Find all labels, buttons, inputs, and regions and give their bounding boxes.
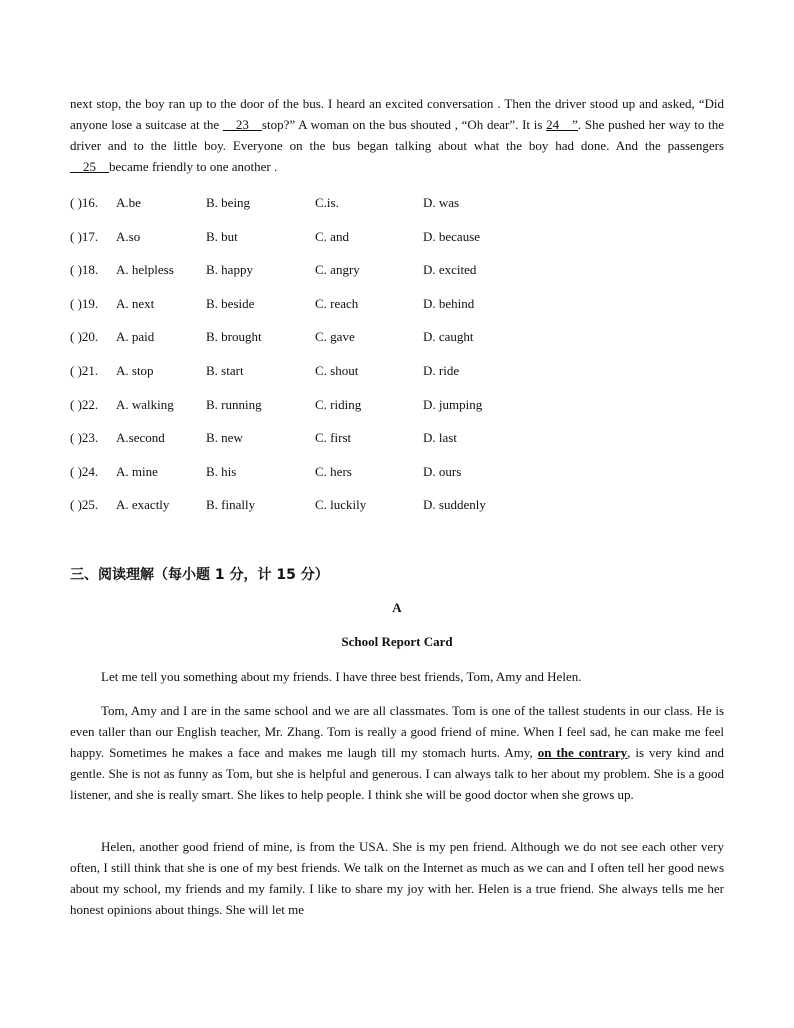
reading-paragraph-2 [70,700,724,805]
option-b: B. his [206,464,237,479]
option-d: D. ours [423,464,462,479]
option-d: D. ride [423,363,460,378]
blank-24: 24__” [546,117,578,132]
option-c: C. reach [315,296,359,311]
option-a: A. mine [116,464,158,479]
question-row [70,397,724,417]
question-row [70,363,724,383]
cloze-text-3: . She pushed her way to the driver and to the little boy. Everyone on the bus began talking about what the boy had done. And the passengers [70,117,724,153]
question-row [70,464,724,484]
option-b: B. running [206,397,262,412]
option-a: A. stop [116,363,154,378]
question-row [70,229,724,249]
passage-letter: A [392,600,402,615]
option-b: B. new [206,430,243,445]
option-d: D. behind [423,296,475,311]
question-number: ( )24. [70,464,99,479]
option-d: D. was [423,195,460,210]
blank-25: __25__ [70,159,109,174]
option-c: C. first [315,430,352,445]
cloze-text-1: next stop, the boy ran up to the door of the bus. I heard an excited conversation . Then the driver stood up and asked, “Did anyone lose a suitcase at the [70,96,724,132]
option-a: A. paid [116,329,155,344]
option-d: D. jumping [423,397,483,412]
option-b: B. but [206,229,238,244]
paragraph-2-text-b: , is very kind and gentle. She is not as funny as Tom, but she is helpful and generous. I can always talk to her about my problem. She is a good listener, and she is really smart. She likes to help people. I think she will be good doctor when she grows up. [70,745,724,802]
option-d: D. last [423,430,457,445]
option-c: C. riding [315,397,362,412]
question-number: ( )25. [70,497,99,512]
option-b: B. brought [206,329,262,344]
passage-title: School Report Card [341,634,453,649]
option-d: D. suddenly [423,497,486,512]
cloze-text-4: became friendly to one another . [109,159,278,174]
option-a: A. exactly [116,497,170,512]
option-c: C. hers [315,464,352,479]
option-c: C. gave [315,329,355,344]
option-a: A.so [116,229,141,244]
option-b: B. finally [206,497,256,512]
blank-23: __23__ [222,117,262,132]
question-row [70,262,724,282]
option-c: C. and [315,229,349,244]
question-number: ( )19. [70,296,99,311]
question-row [70,296,724,316]
option-c: C. angry [315,262,360,277]
option-c: C. luckily [315,497,367,512]
reading-intro: Let me tell you something about my friends. I have three best friends, Tom, Amy and Helen. [101,669,582,684]
option-c: C.is. [315,195,339,210]
paragraph-2-text-a: Tom, Amy and I are in the same school and we are all classmates. Tom is one of the tallest students in our class. He is even taller than our English teacher, Mr. Zhang. Tom is really a good friend of mine. When I feel sad, he can make me feel happy. Sometimes he makes a face and makes me laugh till my stomach hurts. Amy, [70,703,724,760]
option-d: D. because [423,229,481,244]
question-number: ( )18. [70,262,99,277]
option-b: B. beside [206,296,255,311]
option-a: A.second [116,430,165,445]
question-row [70,195,724,215]
question-number: ( )22. [70,397,99,412]
question-number: ( )23. [70,430,99,445]
question-row [70,329,724,349]
option-b: B. happy [206,262,253,277]
underlined-phrase: on the contrary [537,745,628,760]
cloze-text-2: stop?” A woman on the bus shouted , “Oh dear”. It is [261,117,547,132]
cloze-passage [70,93,724,177]
option-d: D. excited [423,262,477,277]
section-heading: 三、阅读理解（每小题 1 分，计 15 分） [70,567,329,583]
option-a: A. helpless [116,262,174,277]
option-b: B. being [206,195,251,210]
option-a: A.be [116,195,141,210]
option-c: C. shout [315,363,359,378]
option-d: D. caught [423,329,474,344]
question-row [70,497,724,517]
reading-paragraph-3: Helen, another good friend of mine, is from the USA. She is my pen friend. Although we do not see each other very often, I still think that she is one of my best friends. We talk on the Internet as much as we can and I often tell her good news about my school, my friends and my family. I like to share my joy with her. Helen is a true friend. She always tells me her honest opinions about things. She will let me [70,839,724,917]
question-row [70,430,724,450]
option-b: B. start [206,363,244,378]
option-a: A. walking [116,397,174,412]
question-number: ( )16. [70,195,99,210]
question-number: ( )20. [70,329,99,344]
option-a: A. next [116,296,155,311]
question-number: ( )17. [70,229,99,244]
question-number: ( )21. [70,363,99,378]
